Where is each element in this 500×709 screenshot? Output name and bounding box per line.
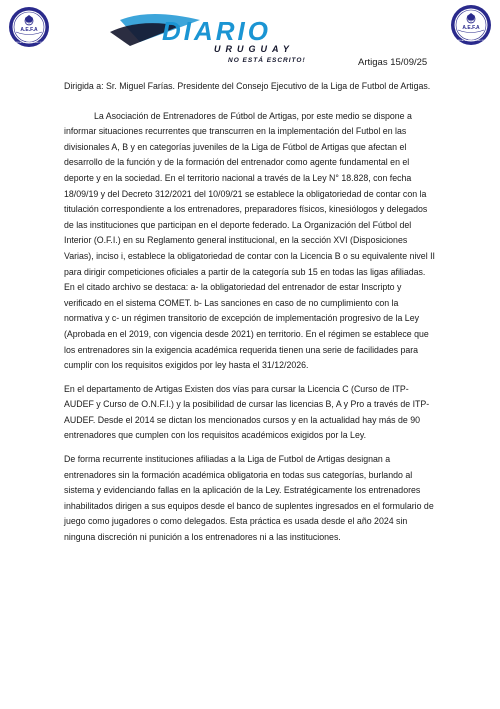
- badge-subtext-right: FUNDADA - SETIEMBRE 2017: [455, 40, 487, 42]
- badge-text-right: A.E.F.A: [462, 25, 480, 31]
- letter-date: Artigas 15/09/25: [358, 57, 428, 68]
- logo-sub-text: URUGUAY: [214, 44, 294, 54]
- diario-uruguay-logo: [110, 12, 340, 64]
- letter-body: [64, 79, 436, 554]
- letter-paragraph-3: De forma recurrente instituciones afiliadas a la Liga de Futbol de Artigas designan a entrenadores sin la formación académica obligatoria en todas sus categorías, burlando al sistema y evidenciando fallas en la aplicación de la Ley. Estratégicamente los entrenadores inhabilitados dirigen a sus equipos desde el banco de suplentes ingresados en el formulario de juego como jugadores o como delegados. Esta práctica es usada desde el año 2024 sin ninguna discreción ni punición a los entrenadores ni a las instituciones.: [64, 454, 434, 543]
- aefa-badge-left: [8, 6, 50, 48]
- letter-paragraph-2: En el departamento de Artigas Existen dos vías para cursar la Licencia C (Curso de ITP-AUDEF y Curso de O.N.F.I.) y la posibilidad de cursar las licencias B, A y Pro a través de ITP-AUDEF. Desde el 2014 se dictan los mencionados cursos y en la actualidad hay más de 90 entrenadores que cumplen con los requisitos académicos exigidos por la Ley.: [64, 383, 430, 441]
- letter-addressee: Dirigida a: Sr. Miguel Farías. Presidente del Consejo Ejecutivo de la Liga de Futbol de Artigas.: [64, 81, 431, 91]
- badge-subtext-left: FUNDADA - SETIEMBRE 2017: [13, 42, 45, 44]
- letterhead: [0, 0, 500, 70]
- letter-paragraph-1: La Asociación de Entrenadores de Fútbol de Artigas, por este medio se dispone a informar situaciones recurrentes que transcurren en la implementación del Futbol en las divisionales A, B y en categorías juveniles de la Liga de Fútbol de Artigas que afectan el desarrollo de la función y de la formación del entrenador como agente fundamental en el deporte y en la sociedad. En el territorio nacional a través de la Ley N° 18.828, con fecha 18/09/19 y del Decreto 312/2021 del 10/09/21 se establece la obligatoriedad de contar con la titulación correspondiente a los entrenadores, preparadores físicos, kinesiólogos y delegados de las instituciones que participan en el deporte federado. La Organización del Fútbol del Interior (O.F.I.) en su Reglamento general institucional, en la sección XVI (Disposiciones Varias), inciso i, establece la obligatoriedad de contar con la Licencia B o su equivalente nivel II para dirigir competiciones oficiales a partir de la categoría sub 15 en todas las ligas afiliadas. En el citado archivo se destaca: a- la obligatoriedad del entrenador de estar Inscripto y verificado en el sistema COMET. b- Las sanciones en caso de no cumplimiento con la normativa y c- un régimen transitorio de excepción de implementación progresivo de la Ley (Aprobada en el 2019, con vigencia desde 2021) en territorio. En el régimen se establece que los entrenadores sin la exigencia académica requerida tienen una serie de facilidades para cumplir con los requisitos exigidos por ley hasta el 31/12/2026.: [64, 110, 435, 371]
- logo-slogan: NO ESTÁ ESCRITO!: [228, 57, 306, 64]
- logo-main-text: DIARIO: [162, 16, 271, 46]
- aefa-badge-right: [450, 4, 492, 46]
- badge-text-left: A.E.F.A: [20, 27, 38, 33]
